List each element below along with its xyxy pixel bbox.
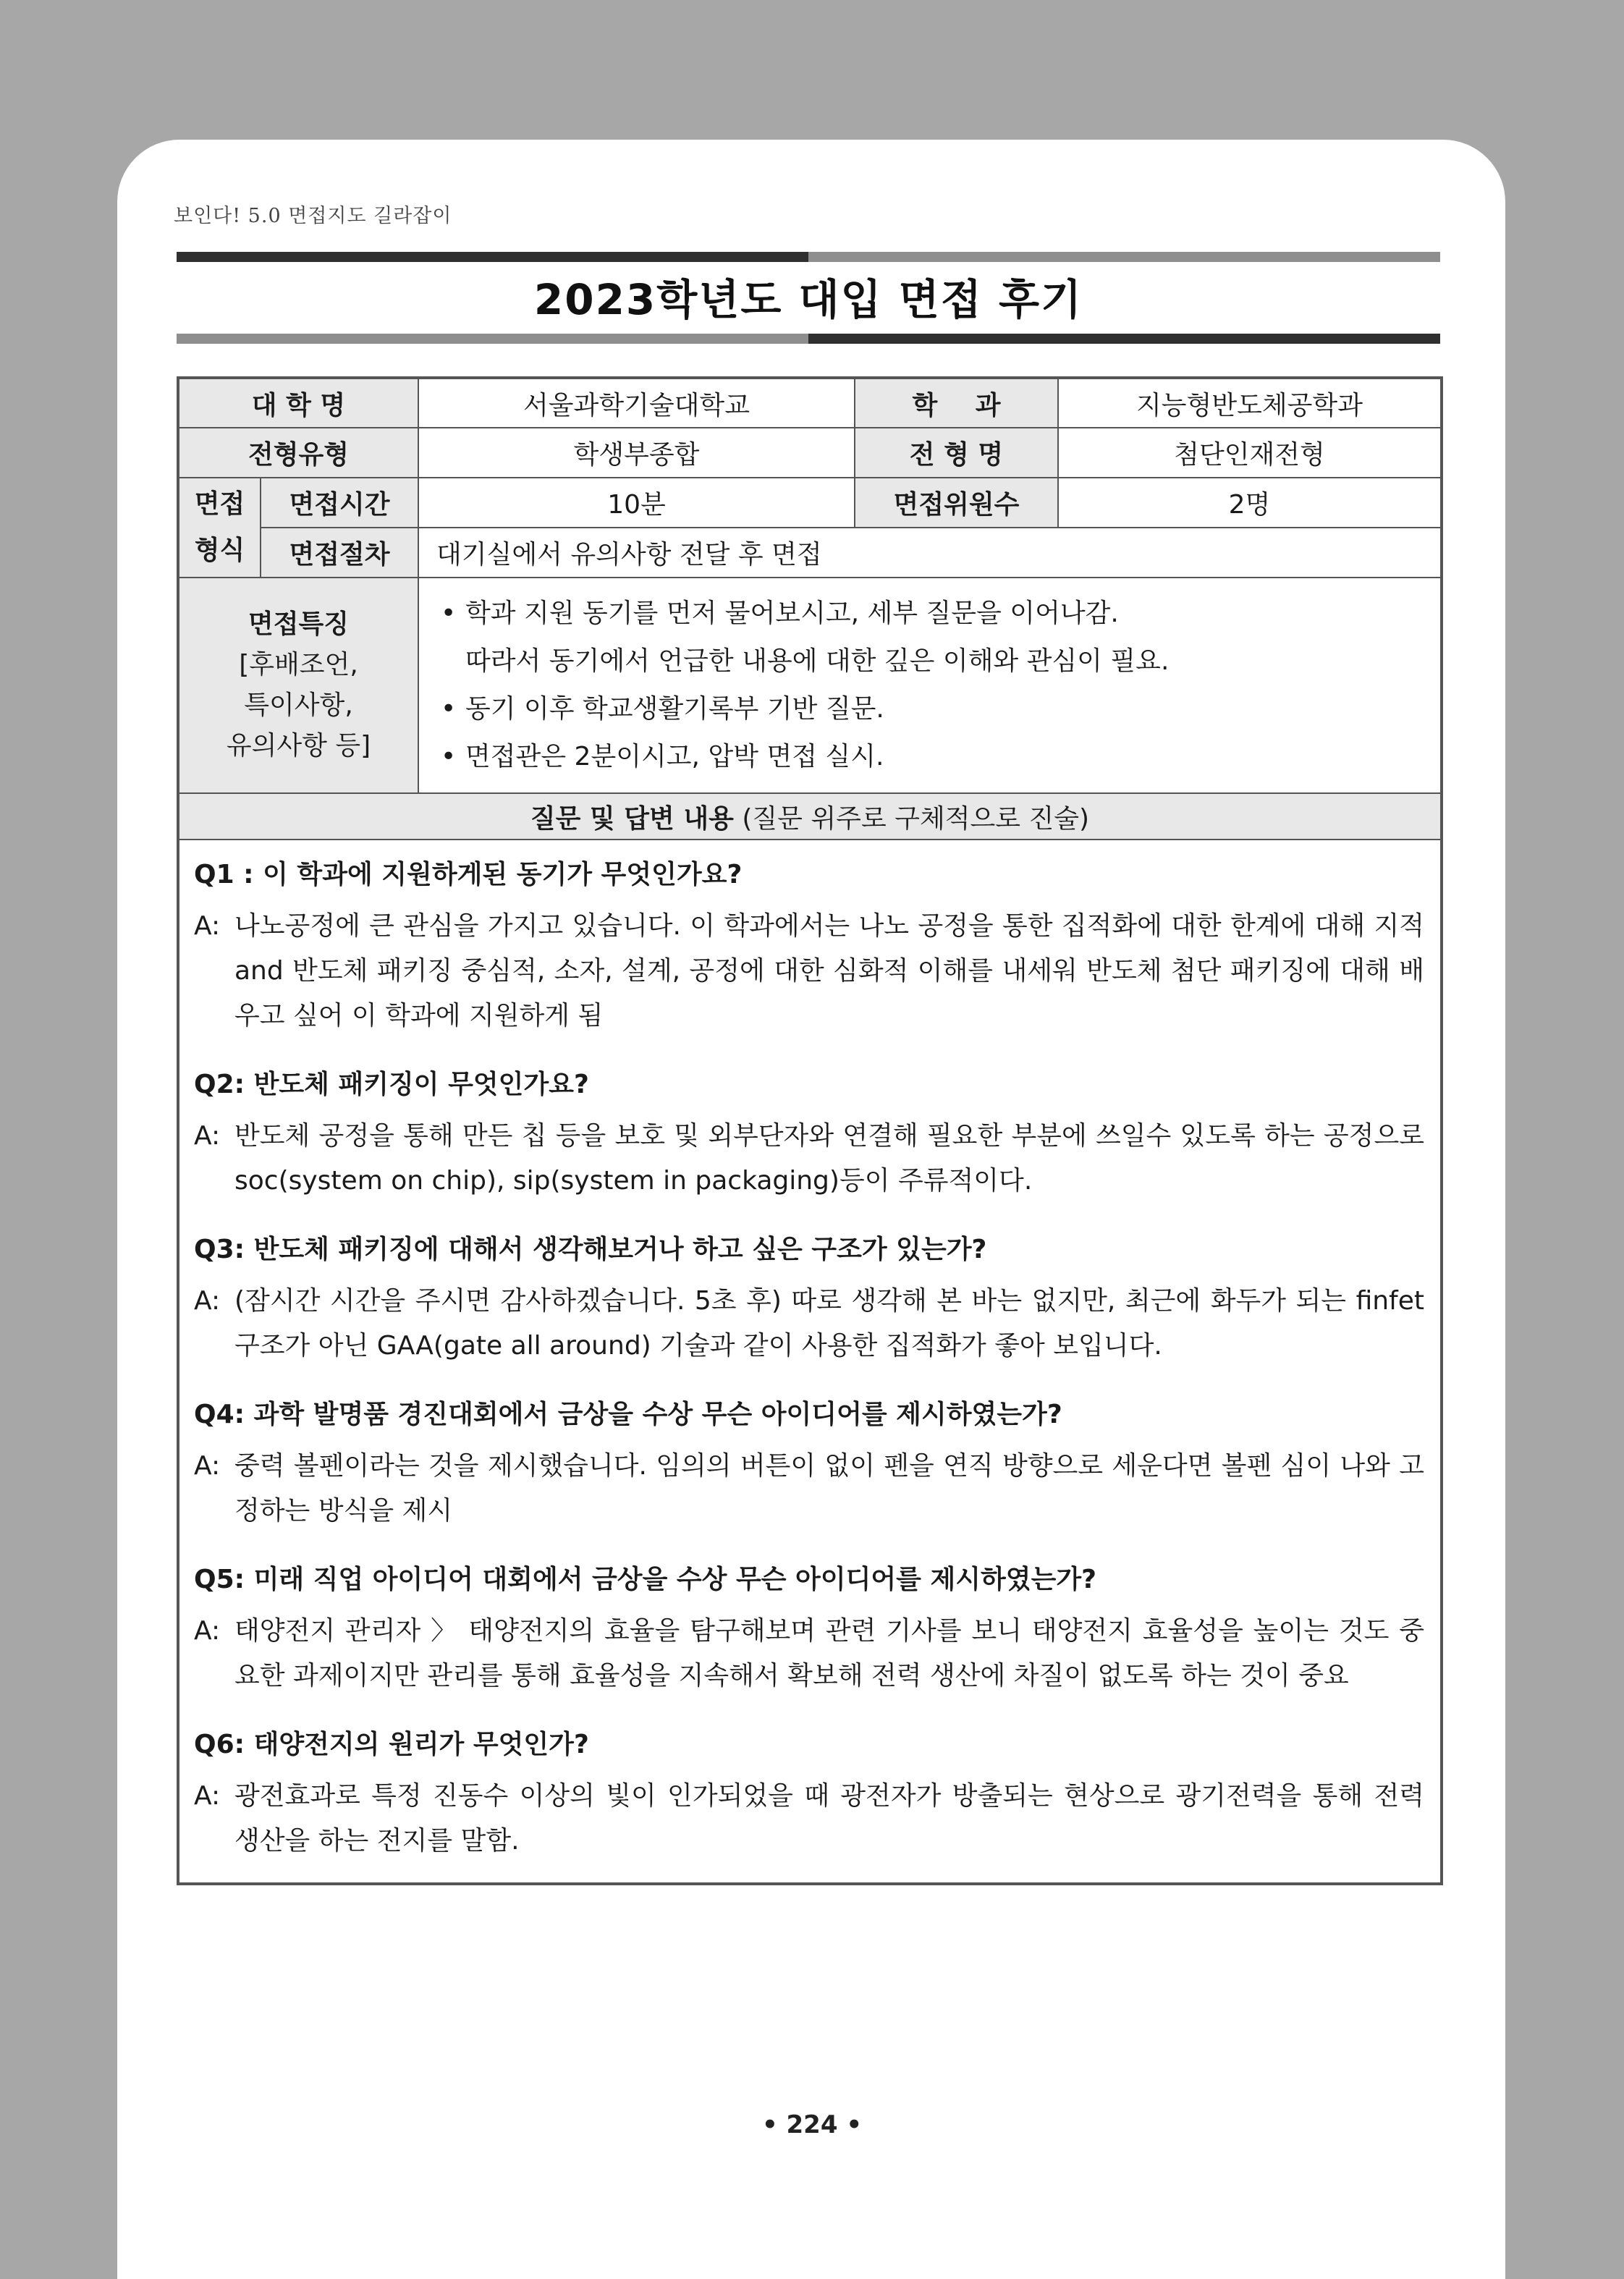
qa-header-bold: 질문 및 답변 내용: [530, 803, 734, 834]
answer-prefix: A:: [194, 1451, 221, 1481]
answer-text: 나노공정에 큰 관심을 가지고 있습니다. 이 학과에서는 나노 공정을 통한 집적화에 대한 한계에 대해 지적 and 반도체 패키징 중심적, 소자, 설계, 공정에 대한 심화적 이해를 내세워 반도체 첨단 패키징에 대해 배우고 싶어 이 학과에 지원하게 됨: [234, 911, 1424, 1031]
question: Q5: 미래 직업 아이디어 대회에서 금상을 수상 무슨 아이디어를 제시하였는가?: [194, 1565, 1097, 1594]
format-label-line-2: 형식: [194, 536, 245, 565]
admission-type-value: 학생부종합: [418, 428, 855, 478]
interview-procedure-label: 면접절차: [261, 528, 418, 578]
admission-name-label: 전 형 명: [855, 428, 1058, 478]
features-label-line-1: 면접특징: [248, 609, 350, 639]
answer-text: 태양전지 관리자 〉 태양전지의 효율을 탐구해보며 관련 기사를 보니 태양전지 효율성을 높이는 것도 중요한 과제이지만 관리를 통해 효율성을 지속해서 확보해 전력 생산에 차질이 없도록 하는 것이 중요: [234, 1616, 1424, 1691]
department-label: 학 과: [855, 378, 1058, 428]
answer-prefix: A:: [194, 911, 221, 941]
title-rule-top: [177, 252, 1440, 262]
features-label-line-4: 유의사항 등]: [226, 731, 371, 761]
feature-item-continuation: 따라서 동기에서 언급한 내용에 대한 깊은 이해와 관심이 필요.: [465, 646, 1170, 676]
answer: [194, 1774, 1424, 1864]
answer-text: (잠시간 시간을 주시면 감사하겠습니다. 5초 후) 따로 생각해 본 바는 없지만, 최근에 화두가 되는 finfet 구조가 아닌 GAA(gate all around) 기술과 같이 사용한 집적화가 좋아 보입니다.: [234, 1286, 1424, 1361]
interview-procedure-value: 대기실에서 유의사항 전달 후 면접: [418, 528, 1442, 578]
format-label-line-1: 면접: [194, 489, 245, 519]
answer: [194, 1609, 1424, 1699]
left-margin-stripe: [0, 397, 117, 412]
admission-type-label: 전형유형: [178, 428, 418, 478]
question: Q4: 과학 발명품 경진대회에서 금상을 수상 무슨 아이디어를 제시하였는가?: [194, 1400, 1062, 1429]
qa-section-header: [178, 793, 1442, 840]
answer: [194, 1444, 1424, 1534]
admission-name-value: 첨단인재전형: [1058, 428, 1442, 478]
features-label-line-3: 특이사항,: [244, 690, 353, 720]
interview-features-label: [178, 578, 418, 793]
university-value: 서울과학기술대학교: [418, 378, 855, 428]
right-margin-stripe: [1505, 397, 1624, 412]
question: Q6: 태양전지의 원리가 무엇인가?: [194, 1730, 589, 1759]
answer: [194, 1114, 1424, 1204]
qa-block-1: [194, 858, 1424, 1039]
features-label-line-2: [후배조언,: [239, 650, 358, 680]
answer-prefix: A:: [194, 1286, 221, 1316]
page-number: • 224 •: [761, 2110, 863, 2139]
qa-block-4: [194, 1398, 1424, 1534]
interviewers-label: 면접위원수: [855, 478, 1058, 528]
qa-block-5: [194, 1563, 1424, 1699]
answer-prefix: A:: [194, 1121, 221, 1151]
answer-prefix: A:: [194, 1616, 221, 1646]
question: Q1 : 이 학과에 지원하게된 동기가 무엇인가요?: [194, 860, 743, 889]
running-head: 보인다! 5.0 면접지도 길라잡이: [174, 205, 452, 227]
question: Q3: 반도체 패키징에 대해서 생각해보거나 하고 싶은 구조가 있는가?: [194, 1235, 987, 1264]
interview-info-table: [177, 376, 1443, 1885]
answer: [194, 1279, 1424, 1369]
interview-time-value: 10분: [418, 478, 855, 528]
interview-features-list: [418, 578, 1442, 793]
feature-item: • 동기 이후 학교생활기록부 기반 질문.: [441, 685, 1426, 733]
qa-header-note: (질문 위주로 구체적으로 진술): [733, 803, 1090, 834]
interviewers-value: 2명: [1058, 478, 1442, 528]
answer: [194, 904, 1424, 1039]
qa-block-3: [194, 1232, 1424, 1369]
answer-text: 중력 볼펜이라는 것을 제시했습니다. 임의의 버튼이 없이 펜을 연직 방향으로 세운다면 볼펜 심이 나와 고정하는 방식을 제시: [234, 1451, 1424, 1526]
question: Q2: 반도체 패키징이 무엇인가요?: [194, 1070, 589, 1099]
answer-text: 광전효과로 특정 진동수 이상의 빛이 인가되었을 때 광전자가 방출되는 현상으로 광기전력을 통해 전력 생산을 하는 전지를 말함.: [234, 1781, 1424, 1856]
feature-item: • 면접관은 2분이시고, 압박 면접 실시.: [441, 733, 1426, 781]
qa-content: [178, 840, 1442, 1884]
department-value: 지능형반도체공학과: [1058, 378, 1442, 428]
qa-block-6: [194, 1728, 1424, 1864]
feature-item: • 학과 지원 동기를 먼저 물어보시고, 세부 질문을 이어나감.: [441, 590, 1426, 638]
university-label: 대 학 명: [178, 378, 418, 428]
interview-time-label: 면접시간: [261, 478, 418, 528]
title-rule-bottom: [177, 334, 1440, 344]
answer-prefix: A:: [194, 1781, 221, 1811]
page-title: 2023학년도 대입 면접 후기: [533, 275, 1083, 324]
qa-block-2: [194, 1067, 1424, 1204]
interview-format-label: [178, 478, 261, 578]
answer-text: 반도체 공정을 통해 만든 칩 등을 보호 및 외부단자와 연결해 필요한 부분에 쓰일수 있도록 하는 공정으로 soc(system on chip), sip(system in packaging)등이 주류적이다.: [234, 1121, 1424, 1196]
